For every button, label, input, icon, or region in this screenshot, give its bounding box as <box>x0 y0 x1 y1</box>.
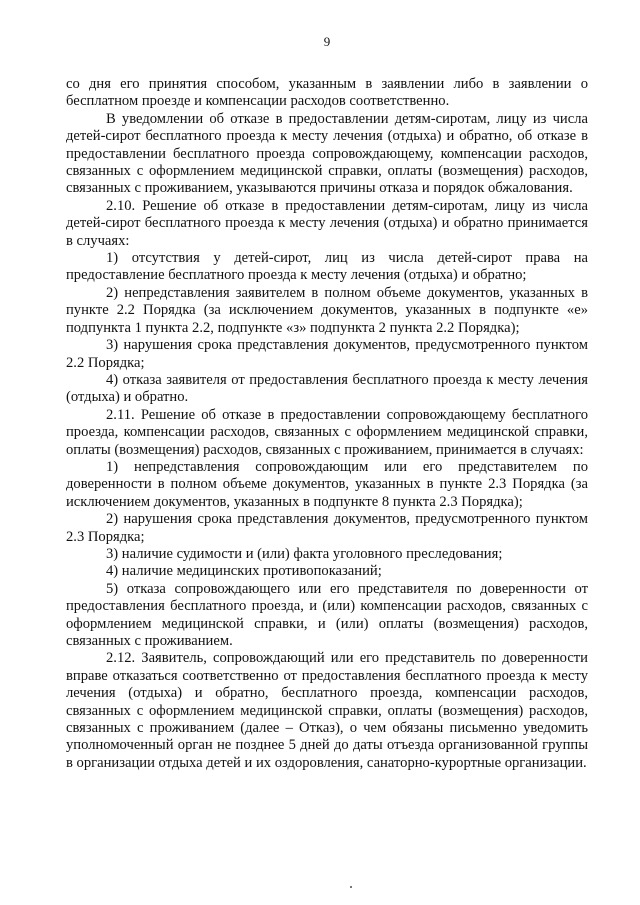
list-item-2-11-3: 3) наличие судимости и (или) факта уголовного преследования; <box>106 545 503 562</box>
paragraph-2-12: 2.12. Заявитель, сопровождающий или его представитель по доверенности вправе отказаться соответственно от предоставления бесплатного проезда к месту лечения (отдыха) и обратно, бесплатного проезда, компенсации расходов, связанных с оформлением медицинской справки, оплаты (возмещения) расходов, связанных с проживанием (далее – Отказ), о чем обязаны письменно уведомить уполномоченный орган не позднее 5 дней до даты отъезда организованной группы в организации отдыха детей и их оздоровления, санаторно-курортные организации. <box>66 650 588 771</box>
document-body <box>66 76 588 772</box>
list-item-2-11-2: 2) нарушения срока представления документов, предусмотренного пунктом 2.3 Порядка; <box>66 511 588 545</box>
paragraph-refusal-notice: В уведомлении об отказе в предоставлении детям-сиротам, лицу из числа детей-сирот бесплатного проезда к месту лечения (отдыха) и обратно, об отказе в предоставлении бесплатного проезда сопровождающему, компенсации расходов, связанных с оформлением медицинской справки, оплаты (возмещения) расходов, связанных с проживанием, указываются причины отказа и порядок обжалования. <box>66 110 588 197</box>
scan-speck <box>350 886 352 888</box>
paragraph-2-10: 2.10. Решение об отказе в предоставлении детям-сиротам, лицу из числа детей-сирот бесплатного проезда к месту лечения (отдыха) и обратно принимается в случаях: <box>66 197 588 249</box>
list-item-2-10-1: 1) отсутствия у детей-сирот, лиц из числа детей-сирот права на предоставление бесплатного проезда к месту лечения (отдыха) и обратно; <box>66 250 588 284</box>
list-item-2-10-3: 3) нарушения срока представления документов, предусмотренного пунктом 2.2 Порядка; <box>66 337 588 371</box>
list-item-2-11-1: 1) непредставления сопровождающим или его представителем по доверенности в полном объеме документов, указанных в пункте 2.3 Порядка (за исключением документов, указанных в подпункте 8 пункта 2.3 Порядка); <box>66 458 588 510</box>
paragraph-2-11: 2.11. Решение об отказе в предоставлении сопровождающему бесплатного проезда, компенсации расходов, связанных с оформлением медицинской справки, оплаты (возмещения) расходов, связанных с проживанием, принимается в случаях: <box>66 406 588 458</box>
page-number: 9 <box>323 34 331 49</box>
list-item-2-11-5: 5) отказа сопровождающего или его представителя по доверенности от предоставления бесплатного проезда, и (или) компенсации расходов, связанных с оформлением медицинской справки, и (или) оплаты (возмещения) расходов, связанных с проживанием. <box>66 580 588 649</box>
paragraph-continuation: со дня его принятия способом, указанным в заявлении либо в заявлении о бесплатном проезде и компенсации расходов соответственно. <box>66 76 588 110</box>
list-item-2-10-2: 2) непредставления заявителем в полном объеме документов, указанных в пункте 2.2 Порядка (за исключением документов, указанных в подпункте «е» подпункта 1 пункта 2.2, подпункте «з» подпункта 2 пункта 2.2 Порядка); <box>66 284 588 336</box>
list-item-2-10-4: 4) отказа заявителя от предоставления бесплатного проезда к месту лечения (отдыха) и обратно. <box>66 371 588 406</box>
list-item-2-11-4: 4) наличие медицинских противопоказаний; <box>106 563 382 580</box>
